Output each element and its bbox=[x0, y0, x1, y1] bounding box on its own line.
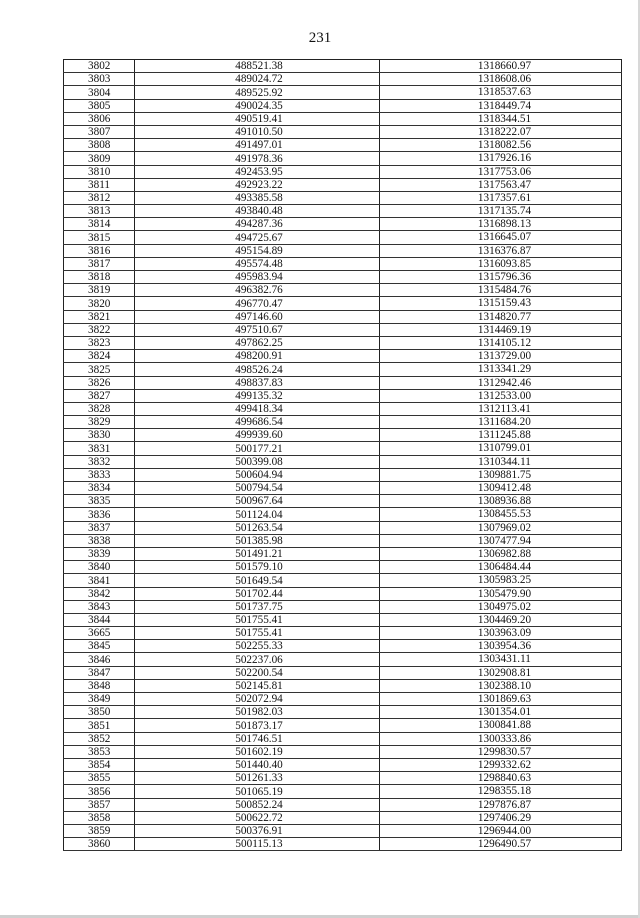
point-number-cell: 3826 bbox=[64, 376, 135, 389]
x-coordinate-cell: 497510.67 bbox=[135, 323, 380, 336]
table-row bbox=[64, 547, 622, 560]
table-row bbox=[64, 772, 622, 785]
x-coordinate-cell: 492923.22 bbox=[135, 178, 380, 191]
x-coordinate-cell: 497862.25 bbox=[135, 336, 380, 349]
x-coordinate-cell: 500399.08 bbox=[135, 455, 380, 468]
x-coordinate-cell: 489024.72 bbox=[135, 73, 380, 86]
x-coordinate-cell: 493385.58 bbox=[135, 191, 380, 204]
table-row bbox=[64, 205, 622, 218]
x-coordinate-cell: 501755.41 bbox=[135, 613, 380, 626]
x-coordinate-cell: 492453.95 bbox=[135, 165, 380, 178]
table-row bbox=[64, 178, 622, 191]
point-number-cell: 3836 bbox=[64, 508, 135, 521]
y-coordinate-cell: 1304469.20 bbox=[380, 613, 622, 626]
y-coordinate-cell: 1300333.86 bbox=[380, 732, 622, 745]
y-coordinate-cell: 1315484.76 bbox=[380, 284, 622, 297]
y-coordinate-cell: 1305479.90 bbox=[380, 587, 622, 600]
point-number-cell: 3857 bbox=[64, 798, 135, 811]
point-number-cell: 3839 bbox=[64, 547, 135, 560]
x-coordinate-cell: 501261.33 bbox=[135, 772, 380, 785]
point-number-cell: 3823 bbox=[64, 336, 135, 349]
y-coordinate-cell: 1308455.53 bbox=[380, 508, 622, 521]
y-coordinate-cell: 1307969.02 bbox=[380, 521, 622, 534]
x-coordinate-cell: 500177.21 bbox=[135, 442, 380, 455]
point-number-cell: 3830 bbox=[64, 429, 135, 442]
y-coordinate-cell: 1317563.47 bbox=[380, 178, 622, 191]
table-row bbox=[64, 112, 622, 125]
point-number-cell: 3850 bbox=[64, 706, 135, 719]
x-coordinate-cell: 500604.94 bbox=[135, 468, 380, 481]
x-coordinate-cell: 491010.50 bbox=[135, 125, 380, 138]
point-number-cell: 3854 bbox=[64, 758, 135, 771]
x-coordinate-cell: 501873.17 bbox=[135, 719, 380, 732]
table-row bbox=[64, 297, 622, 310]
y-coordinate-cell: 1310344.11 bbox=[380, 455, 622, 468]
x-coordinate-cell: 490024.35 bbox=[135, 99, 380, 112]
y-coordinate-cell: 1299332.62 bbox=[380, 758, 622, 771]
table-row bbox=[64, 218, 622, 231]
y-coordinate-cell: 1318344.51 bbox=[380, 112, 622, 125]
y-coordinate-cell: 1299830.57 bbox=[380, 745, 622, 758]
point-number-cell: 3811 bbox=[64, 178, 135, 191]
table-row bbox=[64, 310, 622, 323]
x-coordinate-cell: 501755.41 bbox=[135, 627, 380, 640]
point-number-cell: 3842 bbox=[64, 587, 135, 600]
y-coordinate-cell: 1297406.29 bbox=[380, 811, 622, 824]
point-number-cell: 3846 bbox=[64, 653, 135, 666]
table-row bbox=[64, 811, 622, 824]
table-row bbox=[64, 323, 622, 336]
y-coordinate-cell: 1318537.63 bbox=[380, 86, 622, 99]
table-row bbox=[64, 86, 622, 99]
table-row bbox=[64, 679, 622, 692]
x-coordinate-cell: 500622.72 bbox=[135, 811, 380, 824]
table-row bbox=[64, 627, 622, 640]
x-coordinate-cell: 499939.60 bbox=[135, 429, 380, 442]
point-number-cell: 3828 bbox=[64, 402, 135, 415]
point-number-cell: 3838 bbox=[64, 534, 135, 547]
y-coordinate-cell: 1302388.10 bbox=[380, 679, 622, 692]
table-row bbox=[64, 336, 622, 349]
point-number-cell: 3845 bbox=[64, 640, 135, 653]
table-row bbox=[64, 165, 622, 178]
y-coordinate-cell: 1315159.43 bbox=[380, 297, 622, 310]
point-number-cell: 3832 bbox=[64, 455, 135, 468]
table-row bbox=[64, 613, 622, 626]
table-row bbox=[64, 60, 622, 73]
x-coordinate-cell: 500115.13 bbox=[135, 838, 380, 851]
point-number-cell: 3841 bbox=[64, 574, 135, 587]
y-coordinate-cell: 1311684.20 bbox=[380, 416, 622, 429]
x-coordinate-cell: 501440.40 bbox=[135, 758, 380, 771]
point-number-cell: 3860 bbox=[64, 838, 135, 851]
point-number-cell: 3812 bbox=[64, 191, 135, 204]
table-row bbox=[64, 534, 622, 547]
y-coordinate-cell: 1314820.77 bbox=[380, 310, 622, 323]
point-number-cell: 3848 bbox=[64, 679, 135, 692]
x-coordinate-cell: 501263.54 bbox=[135, 521, 380, 534]
point-number-cell: 3853 bbox=[64, 745, 135, 758]
table-row bbox=[64, 719, 622, 732]
y-coordinate-cell: 1318222.07 bbox=[380, 125, 622, 138]
x-coordinate-cell: 501746.51 bbox=[135, 732, 380, 745]
table-row bbox=[64, 574, 622, 587]
x-coordinate-cell: 493840.48 bbox=[135, 205, 380, 218]
point-number-cell: 3824 bbox=[64, 350, 135, 363]
x-coordinate-cell: 494287.36 bbox=[135, 218, 380, 231]
point-number-cell: 3834 bbox=[64, 482, 135, 495]
point-number-cell: 3806 bbox=[64, 112, 135, 125]
y-coordinate-cell: 1314469.19 bbox=[380, 323, 622, 336]
y-coordinate-cell: 1300841.88 bbox=[380, 719, 622, 732]
point-number-cell: 3840 bbox=[64, 561, 135, 574]
x-coordinate-cell: 501385.98 bbox=[135, 534, 380, 547]
y-coordinate-cell: 1303431.11 bbox=[380, 653, 622, 666]
x-coordinate-cell: 500967.64 bbox=[135, 495, 380, 508]
point-number-cell: 3835 bbox=[64, 495, 135, 508]
point-number-cell: 3827 bbox=[64, 389, 135, 402]
table-row bbox=[64, 125, 622, 138]
point-number-cell: 3844 bbox=[64, 613, 135, 626]
y-coordinate-cell: 1309412.48 bbox=[380, 482, 622, 495]
point-number-cell: 3852 bbox=[64, 732, 135, 745]
table-row bbox=[64, 838, 622, 851]
point-number-cell: 3849 bbox=[64, 693, 135, 706]
x-coordinate-cell: 495154.89 bbox=[135, 244, 380, 257]
table-row bbox=[64, 402, 622, 415]
y-coordinate-cell: 1301354.01 bbox=[380, 706, 622, 719]
table-row bbox=[64, 271, 622, 284]
point-number-cell: 3858 bbox=[64, 811, 135, 824]
y-coordinate-cell: 1317135.74 bbox=[380, 205, 622, 218]
point-number-cell: 3805 bbox=[64, 99, 135, 112]
x-coordinate-cell: 497146.60 bbox=[135, 310, 380, 323]
table-row bbox=[64, 231, 622, 244]
y-coordinate-cell: 1317926.16 bbox=[380, 152, 622, 165]
table-row bbox=[64, 587, 622, 600]
page-number: 231 bbox=[308, 30, 332, 46]
table-row bbox=[64, 666, 622, 679]
table-row bbox=[64, 468, 622, 481]
point-number-cell: 3851 bbox=[64, 719, 135, 732]
y-coordinate-cell: 1303963.09 bbox=[380, 627, 622, 640]
point-number-cell: 3820 bbox=[64, 297, 135, 310]
x-coordinate-cell: 502072.94 bbox=[135, 693, 380, 706]
point-number-cell: 3837 bbox=[64, 521, 135, 534]
table-row bbox=[64, 139, 622, 152]
y-coordinate-cell: 1298840.63 bbox=[380, 772, 622, 785]
x-coordinate-cell: 501602.19 bbox=[135, 745, 380, 758]
point-number-cell: 3816 bbox=[64, 244, 135, 257]
table-row bbox=[64, 693, 622, 706]
y-coordinate-cell: 1317357.61 bbox=[380, 191, 622, 204]
point-number-cell: 3809 bbox=[64, 152, 135, 165]
coordinates-table-body bbox=[64, 60, 622, 851]
point-number-cell: 3822 bbox=[64, 323, 135, 336]
table-row bbox=[64, 429, 622, 442]
x-coordinate-cell: 501491.21 bbox=[135, 547, 380, 560]
table-row bbox=[64, 495, 622, 508]
x-coordinate-cell: 501737.75 bbox=[135, 600, 380, 613]
table-row bbox=[64, 732, 622, 745]
y-coordinate-cell: 1303954.36 bbox=[380, 640, 622, 653]
point-number-cell: 3665 bbox=[64, 627, 135, 640]
y-coordinate-cell: 1296944.00 bbox=[380, 824, 622, 837]
point-number-cell: 3831 bbox=[64, 442, 135, 455]
table-row bbox=[64, 191, 622, 204]
x-coordinate-cell: 496770.47 bbox=[135, 297, 380, 310]
point-number-cell: 3807 bbox=[64, 125, 135, 138]
x-coordinate-cell: 501649.54 bbox=[135, 574, 380, 587]
x-coordinate-cell: 502255.33 bbox=[135, 640, 380, 653]
x-coordinate-cell: 501065.19 bbox=[135, 785, 380, 798]
point-number-cell: 3821 bbox=[64, 310, 135, 323]
y-coordinate-cell: 1314105.12 bbox=[380, 336, 622, 349]
table-row bbox=[64, 442, 622, 455]
y-coordinate-cell: 1306484.44 bbox=[380, 561, 622, 574]
x-coordinate-cell: 495574.48 bbox=[135, 257, 380, 270]
y-coordinate-cell: 1316376.87 bbox=[380, 244, 622, 257]
point-number-cell: 3833 bbox=[64, 468, 135, 481]
x-coordinate-cell: 501579.10 bbox=[135, 561, 380, 574]
table-row bbox=[64, 785, 622, 798]
x-coordinate-cell: 490519.41 bbox=[135, 112, 380, 125]
table-row bbox=[64, 508, 622, 521]
point-number-cell: 3843 bbox=[64, 600, 135, 613]
y-coordinate-cell: 1297876.87 bbox=[380, 798, 622, 811]
point-number-cell: 3818 bbox=[64, 271, 135, 284]
table-row bbox=[64, 482, 622, 495]
x-coordinate-cell: 498200.91 bbox=[135, 350, 380, 363]
y-coordinate-cell: 1307477.94 bbox=[380, 534, 622, 547]
table-row bbox=[64, 653, 622, 666]
x-coordinate-cell: 500376.91 bbox=[135, 824, 380, 837]
table-row bbox=[64, 99, 622, 112]
y-coordinate-cell: 1318082.56 bbox=[380, 139, 622, 152]
table-row bbox=[64, 73, 622, 86]
x-coordinate-cell: 489525.92 bbox=[135, 86, 380, 99]
x-coordinate-cell: 502237.06 bbox=[135, 653, 380, 666]
table-row bbox=[64, 706, 622, 719]
point-number-cell: 3856 bbox=[64, 785, 135, 798]
y-coordinate-cell: 1316645.07 bbox=[380, 231, 622, 244]
x-coordinate-cell: 498837.83 bbox=[135, 376, 380, 389]
x-coordinate-cell: 501702.44 bbox=[135, 587, 380, 600]
y-coordinate-cell: 1302908.81 bbox=[380, 666, 622, 679]
y-coordinate-cell: 1305983.25 bbox=[380, 574, 622, 587]
table-row bbox=[64, 758, 622, 771]
table-row bbox=[64, 798, 622, 811]
table-row bbox=[64, 257, 622, 270]
point-number-cell: 3803 bbox=[64, 73, 135, 86]
y-coordinate-cell: 1315796.36 bbox=[380, 271, 622, 284]
table-row bbox=[64, 244, 622, 257]
table-row bbox=[64, 389, 622, 402]
y-coordinate-cell: 1318449.74 bbox=[380, 99, 622, 112]
y-coordinate-cell: 1301869.63 bbox=[380, 693, 622, 706]
table-row bbox=[64, 350, 622, 363]
x-coordinate-cell: 494725.67 bbox=[135, 231, 380, 244]
table-row bbox=[64, 284, 622, 297]
table-row bbox=[64, 363, 622, 376]
x-coordinate-cell: 500794.54 bbox=[135, 482, 380, 495]
point-number-cell: 3819 bbox=[64, 284, 135, 297]
y-coordinate-cell: 1312533.00 bbox=[380, 389, 622, 402]
table-row bbox=[64, 824, 622, 837]
x-coordinate-cell: 496382.76 bbox=[135, 284, 380, 297]
coordinates-table-container bbox=[63, 59, 622, 851]
point-number-cell: 3815 bbox=[64, 231, 135, 244]
y-coordinate-cell: 1318608.06 bbox=[380, 73, 622, 86]
x-coordinate-cell: 500852.24 bbox=[135, 798, 380, 811]
table-row bbox=[64, 416, 622, 429]
y-coordinate-cell: 1316093.85 bbox=[380, 257, 622, 270]
point-number-cell: 3804 bbox=[64, 86, 135, 99]
x-coordinate-cell: 498526.24 bbox=[135, 363, 380, 376]
y-coordinate-cell: 1316898.13 bbox=[380, 218, 622, 231]
x-coordinate-cell: 499418.34 bbox=[135, 402, 380, 415]
y-coordinate-cell: 1312113.41 bbox=[380, 402, 622, 415]
table-row bbox=[64, 640, 622, 653]
x-coordinate-cell: 491978.36 bbox=[135, 152, 380, 165]
x-coordinate-cell: 491497.01 bbox=[135, 139, 380, 152]
point-number-cell: 3855 bbox=[64, 772, 135, 785]
x-coordinate-cell: 501124.04 bbox=[135, 508, 380, 521]
y-coordinate-cell: 1311245.88 bbox=[380, 429, 622, 442]
x-coordinate-cell: 499135.32 bbox=[135, 389, 380, 402]
table-row bbox=[64, 376, 622, 389]
table-row bbox=[64, 455, 622, 468]
y-coordinate-cell: 1313729.00 bbox=[380, 350, 622, 363]
point-number-cell: 3808 bbox=[64, 139, 135, 152]
y-coordinate-cell: 1309881.75 bbox=[380, 468, 622, 481]
table-row bbox=[64, 600, 622, 613]
y-coordinate-cell: 1308936.88 bbox=[380, 495, 622, 508]
point-number-cell: 3810 bbox=[64, 165, 135, 178]
y-coordinate-cell: 1296490.57 bbox=[380, 838, 622, 851]
point-number-cell: 3859 bbox=[64, 824, 135, 837]
point-number-cell: 3825 bbox=[64, 363, 135, 376]
y-coordinate-cell: 1304975.02 bbox=[380, 600, 622, 613]
x-coordinate-cell: 501982.03 bbox=[135, 706, 380, 719]
y-coordinate-cell: 1312942.46 bbox=[380, 376, 622, 389]
y-coordinate-cell: 1318660.97 bbox=[380, 60, 622, 73]
y-coordinate-cell: 1306982.88 bbox=[380, 547, 622, 560]
x-coordinate-cell: 502200.54 bbox=[135, 666, 380, 679]
x-coordinate-cell: 488521.38 bbox=[135, 60, 380, 73]
table-row bbox=[64, 561, 622, 574]
y-coordinate-cell: 1310799.01 bbox=[380, 442, 622, 455]
point-number-cell: 3813 bbox=[64, 205, 135, 218]
x-coordinate-cell: 495983.94 bbox=[135, 271, 380, 284]
y-coordinate-cell: 1298355.18 bbox=[380, 785, 622, 798]
point-number-cell: 3829 bbox=[64, 416, 135, 429]
y-coordinate-cell: 1313341.29 bbox=[380, 363, 622, 376]
table-row bbox=[64, 152, 622, 165]
point-number-cell: 3802 bbox=[64, 60, 135, 73]
x-coordinate-cell: 502145.81 bbox=[135, 679, 380, 692]
point-number-cell: 3847 bbox=[64, 666, 135, 679]
point-number-cell: 3814 bbox=[64, 218, 135, 231]
table-row bbox=[64, 745, 622, 758]
x-coordinate-cell: 499686.54 bbox=[135, 416, 380, 429]
point-number-cell: 3817 bbox=[64, 257, 135, 270]
table-row bbox=[64, 521, 622, 534]
coordinates-table bbox=[63, 59, 622, 851]
y-coordinate-cell: 1317753.06 bbox=[380, 165, 622, 178]
